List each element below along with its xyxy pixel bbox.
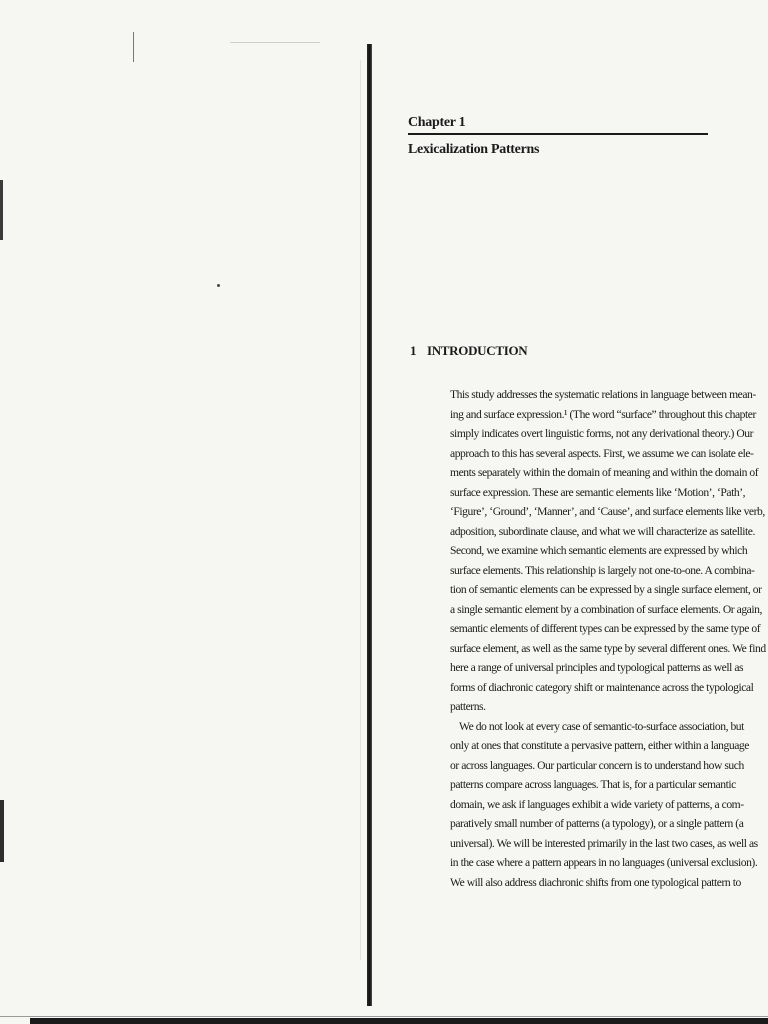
text-line: tion of semantic elements can be expressed by a single surface element, or <box>450 583 762 596</box>
text-line: forms of diachronic category shift or maintenance across the typological <box>450 680 754 694</box>
body-text <box>450 385 766 892</box>
scan-bottom-edge <box>0 1016 768 1017</box>
book-gutter-shadow <box>360 60 361 960</box>
text-line: domain, we ask if languages exhibit a wide variety of patterns, a com- <box>450 797 744 811</box>
scan-artifact-edge-mark <box>0 180 3 240</box>
section-heading <box>410 343 527 359</box>
scan-artifact-smudge <box>230 42 320 43</box>
text-line: surface elements. This relationship is largely not one-to-one. A combina- <box>450 563 755 577</box>
text-line: or across languages. Our particular concern is to understand how such <box>450 758 744 772</box>
scan-artifact-dot <box>217 284 220 287</box>
text-line: only at ones that constitute a pervasive pattern, either within a language <box>450 739 749 752</box>
section-title: INTRODUCTION <box>426 343 528 358</box>
text-line: universal). We will be interested primarily in the last two cases, as well as <box>450 836 758 850</box>
text-line: patterns. <box>450 700 486 713</box>
text-line: patterns compare across languages. That is, for a particular semantic <box>450 778 736 791</box>
text-line: adposition, subordinate clause, and what we will characterize as satellite. <box>450 524 755 538</box>
book-spine <box>367 44 372 1006</box>
text-line: paratively small number of patterns (a typology), or a single pattern (a <box>450 817 744 830</box>
chapter-label: Chapter 1 <box>408 115 466 130</box>
text-line: ments separately within the domain of meaning and within the domain of <box>450 466 759 479</box>
text-line: Second, we examine which semantic elements are expressed by which <box>450 544 748 557</box>
text-line: a single semantic element by a combination of surface elements. Or again, <box>450 602 762 616</box>
text-line: surface expression. These are semantic elements like ‘Motion’, ‘Path’, <box>450 485 746 499</box>
text-line: approach to this has several aspects. First, we assume we can isolate ele- <box>450 446 754 460</box>
scan-bottom-bar <box>30 1018 768 1024</box>
text-line: This study addresses the systematic relations in language between mean- <box>450 388 756 401</box>
scan-artifact-tick <box>133 32 134 62</box>
chapter-title: Lexicalization Patterns <box>408 142 540 157</box>
text-line: here a range of universal principles and typological patterns as well as <box>450 661 744 674</box>
text-line: surface element, as well as the same type by several different ones. We find <box>450 641 766 655</box>
text-line: ‘Figure’, ‘Ground’, ‘Manner’, and ‘Cause’, and surface elements like verb, <box>450 505 765 518</box>
section-number: 1 <box>410 343 417 358</box>
text-line: We do not look at every case of semantic-to-surface association, but <box>459 719 744 733</box>
text-line: semantic elements of different types can be expressed by the same type of <box>450 622 761 635</box>
text-line: ing and surface expression.¹ (The word “surface” throughout this chapter <box>450 407 756 421</box>
text-line: in the case where a pattern appears in no languages (universal exclusion). <box>450 856 758 869</box>
scan-artifact-edge-mark <box>0 800 4 862</box>
text-line: We will also address diachronic shifts from one typological pattern to <box>450 875 741 889</box>
text-line: simply indicates overt linguistic forms, not any derivational theory.) Our <box>450 427 754 440</box>
chapter-rule <box>408 133 708 135</box>
